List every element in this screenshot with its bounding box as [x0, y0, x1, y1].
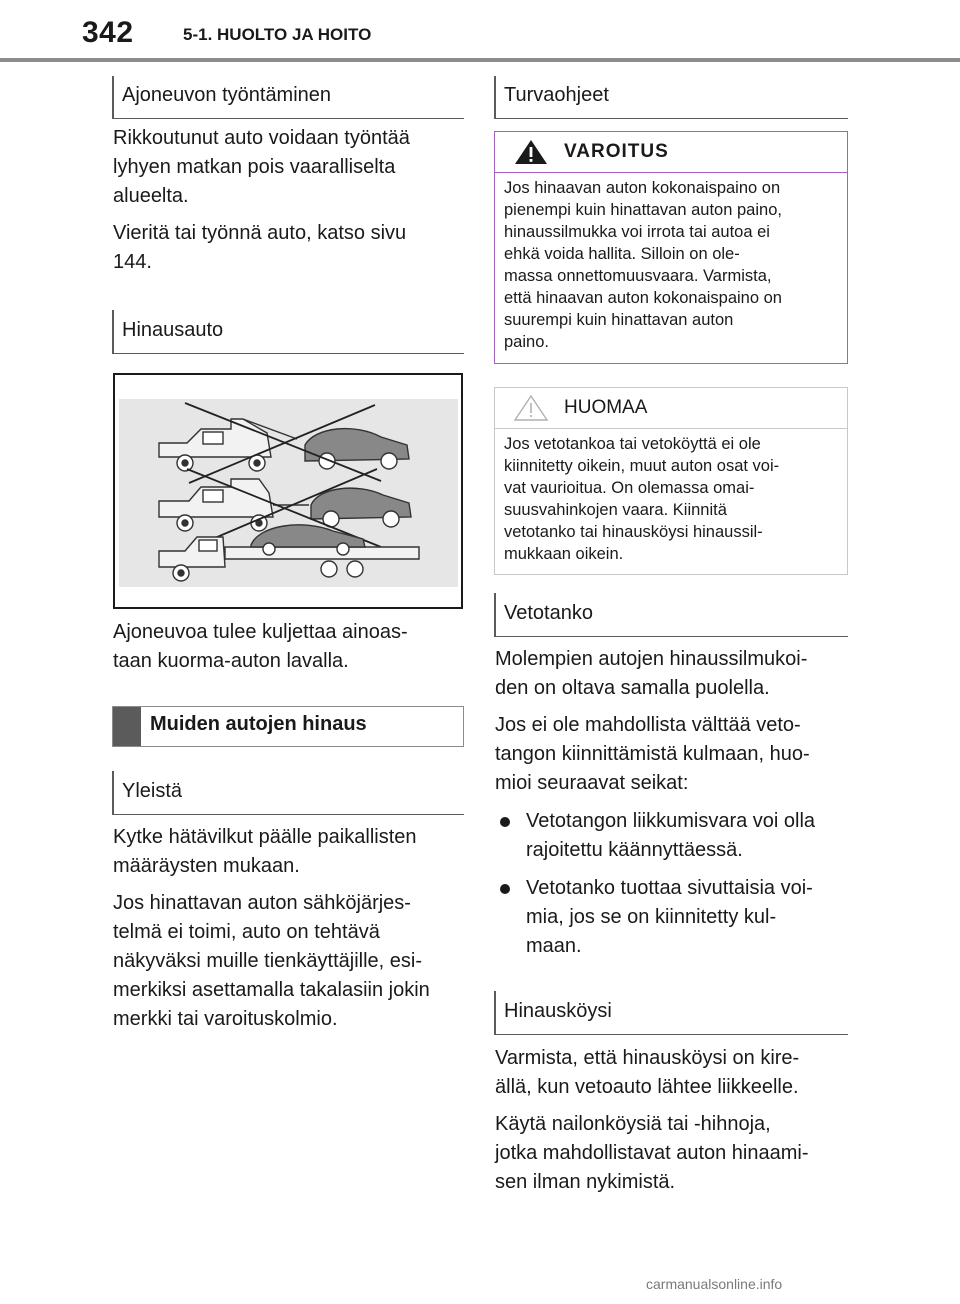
notice-header	[495, 388, 847, 429]
safety-heading	[494, 76, 848, 119]
push-line: 144.	[113, 251, 152, 273]
warning-line: että hinaavan auton kokonaispaino on	[504, 289, 782, 307]
watermark: carmanualsonline.info	[646, 1276, 783, 1292]
push-line: alueelta.	[113, 185, 189, 207]
warning-line: suurempi kuin hinattavan auton	[504, 311, 734, 329]
notice-title: HUOMAA	[564, 397, 648, 418]
section-title: Muiden autojen hinaus	[150, 713, 367, 735]
tow-truck-heading	[112, 310, 464, 354]
warning-body	[504, 177, 782, 353]
towbar-line: Jos ei ole mahdollista välttää veto-	[495, 714, 801, 736]
bullet-line: rajoitettu käännyttäessä.	[526, 839, 743, 861]
page-number: 342	[82, 16, 134, 49]
flatbed-truck-with-car	[159, 525, 419, 581]
bullet-line: Vetotangon liikkumisvara voi olla	[526, 810, 816, 832]
towbar-heading-text: Vetotanko	[504, 602, 593, 624]
towbar-paragraph	[495, 645, 810, 798]
push-line: lyhyen matkan pois vaaralliselta	[113, 156, 396, 178]
warning-line: massa onnettomuusvaara. Varmista,	[504, 267, 772, 285]
general-line: Jos hinattavan auton sähköjärjes-	[113, 892, 411, 914]
push-heading	[112, 76, 464, 119]
push-paragraph	[113, 124, 410, 277]
warning-line: ehkä voida hallita. Silloin on ole-	[504, 245, 740, 263]
towbar-line: mioi seuraavat seikat:	[495, 772, 689, 794]
rope-heading	[494, 991, 848, 1035]
rope-line: ällä, kun vetoauto lähtee liikkeelle.	[495, 1076, 799, 1098]
tow-illustration	[113, 373, 463, 609]
general-paragraph	[113, 823, 430, 1034]
section-title-bar	[113, 707, 141, 746]
warning-line: Jos hinaavan auton kokonaispaino on	[504, 179, 781, 197]
towbar-line: den on oltava samalla puolella.	[495, 677, 770, 699]
general-line: määräysten mukaan.	[113, 855, 300, 877]
header-rule	[0, 58, 960, 62]
warning-triangle-icon	[513, 138, 549, 166]
general-heading-text: Yleistä	[122, 780, 183, 802]
rope-line: Varmista, että hinausköysi on kire-	[495, 1047, 800, 1069]
tow-illustration-canvas	[119, 399, 458, 587]
caption-line: taan kuorma-auton lavalla.	[113, 650, 349, 672]
general-line: telmä ei toimi, auto on tehtävä	[113, 921, 380, 943]
rope-heading-text: Hinausköysi	[504, 1000, 612, 1022]
general-line: merkki tai varoituskolmio.	[113, 1008, 338, 1030]
towbar-heading	[494, 593, 848, 637]
warning-line: hinaussilmukka voi irrota tai autoa ei	[504, 223, 770, 241]
general-heading	[112, 771, 464, 815]
safety-heading-text: Turvaohjeet	[504, 84, 609, 106]
bullet-line: mia, jos se on kiinnitetty kul-	[526, 906, 777, 928]
rope-line: Käytä nailonköysiä tai -hihnoja,	[495, 1113, 771, 1135]
caption-line: Ajoneuvoa tulee kuljettaa ainoas-	[113, 621, 408, 643]
towbar-line: tangon kiinnittämistä kulmaan, huo-	[495, 743, 810, 765]
bullet-text	[526, 807, 815, 865]
tow-truck-heading-text: Hinausauto	[122, 319, 224, 341]
general-line: näkyväksi muille tienkäyttäjille, esi-	[113, 950, 423, 972]
warning-header	[495, 132, 847, 173]
figure-caption	[113, 618, 408, 676]
tow-truck-with-lifted-car	[159, 419, 409, 471]
section-title-box	[112, 706, 464, 747]
warning-line: paino.	[504, 333, 549, 351]
push-heading-text: Ajoneuvon työntäminen	[122, 84, 332, 106]
notice-line: vat vaurioitua. On olemassa omai-	[504, 479, 755, 497]
bullet-dot-icon	[500, 817, 510, 827]
caution-triangle-icon	[513, 394, 549, 422]
rope-line: jotka mahdollistavat auton hinaami-	[495, 1142, 809, 1164]
notice-line: suusvahinkojen vaara. Kiinnitä	[504, 501, 727, 519]
towbar-line: Molempien autojen hinaussilmukoi-	[495, 648, 808, 670]
bullet-text	[526, 874, 813, 961]
rope-paragraph	[495, 1044, 809, 1197]
warning-title: VAROITUS	[564, 141, 669, 162]
notice-box	[494, 387, 848, 575]
bullet-item	[500, 874, 850, 964]
bullet-dot-icon	[500, 884, 510, 894]
notice-line: Jos vetotankoa tai vetoköyttä ei ole	[504, 435, 761, 453]
notice-line: kiinnitetty oikein, muut auton osat voi-	[504, 457, 780, 475]
bullet-line: Vetotanko tuottaa sivuttaisia voi-	[526, 877, 813, 899]
warning-line: pienempi kuin hinattavan auton paino,	[504, 201, 782, 219]
general-line: merkiksi asettamalla takalasiin jokin	[113, 979, 430, 1001]
push-line: Vieritä tai työnnä auto, katso sivu	[113, 222, 407, 244]
chapter-title: 5-1. HUOLTO JA HOITO	[183, 25, 372, 44]
general-line: Kytke hätävilkut päälle paikallisten	[113, 826, 417, 848]
tow-truck-with-towbar	[159, 479, 411, 531]
notice-line: vetotanko tai hinausköysi hinaussil-	[504, 523, 763, 541]
notice-line: mukkaan oikein.	[504, 545, 624, 563]
bullet-item	[500, 807, 850, 867]
rope-line: sen ilman nykimistä.	[495, 1171, 676, 1193]
notice-body	[504, 433, 779, 565]
bullet-line: maan.	[526, 935, 582, 957]
tow-illustration-svg	[119, 399, 458, 587]
warning-box	[494, 131, 848, 364]
push-line: Rikkoutunut auto voidaan työntää	[113, 127, 410, 149]
